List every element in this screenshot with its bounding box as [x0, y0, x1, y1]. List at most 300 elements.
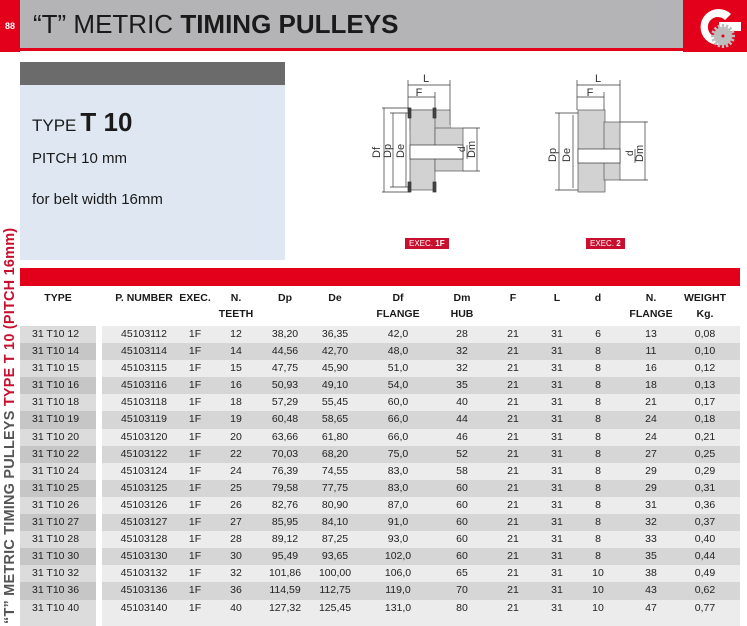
table-cell: 31 T10 20 [32, 430, 80, 443]
pulley-1f-diagram-icon [355, 70, 485, 200]
svg-text:De: De [561, 147, 573, 162]
pitch-text: PITCH 10 mm [32, 150, 128, 167]
table-cell: 54,0 [387, 379, 409, 392]
column-header-line1: d [594, 292, 602, 304]
table-cell: 21 [507, 481, 519, 494]
table-cell: 1F [188, 328, 202, 340]
table-cell: 0,36 [694, 498, 716, 511]
table-cell: 31 T10 26 [32, 498, 80, 511]
table-cell: 31 [551, 533, 563, 546]
table-cell: 60 [456, 498, 468, 511]
side-label-red: TYPE T 10 (PITCH 16mm) [2, 227, 18, 407]
table-cell: 32 [230, 567, 242, 580]
column-header [278, 290, 292, 306]
column-header [554, 290, 560, 306]
table-cell: 31 [551, 345, 563, 358]
table-cell: 77,75 [321, 481, 349, 494]
table-cell: 8 [595, 362, 601, 375]
column-header [115, 290, 173, 306]
column-header-line1: Df [392, 292, 404, 304]
table-cell: 119,0 [385, 584, 411, 597]
table-cell: 26 [230, 498, 242, 511]
table-row [20, 531, 740, 548]
table-row [20, 429, 740, 446]
table-cell: 87,25 [321, 533, 349, 546]
table-cell: 0,17 [694, 396, 716, 409]
table-cell: 21 [507, 447, 519, 460]
table-cell: 0,49 [694, 567, 716, 580]
table-cell: 60 [456, 533, 468, 546]
svg-text:Dp: Dp [547, 147, 559, 162]
table-cell: 31 [551, 550, 563, 563]
table-cell: 45103128 [120, 533, 168, 546]
table-cell: 6 [595, 328, 601, 340]
table-cell: 21 [507, 533, 519, 546]
table-cell: 47,75 [271, 362, 299, 375]
table-cell: 50,93 [271, 379, 299, 392]
title-light: “T” METRIC [33, 9, 181, 39]
table-cell: 75,0 [387, 447, 409, 460]
table-row [20, 343, 740, 360]
table-cell: 52 [456, 447, 468, 460]
table-cell: 91,0 [387, 516, 409, 529]
table-footer-strip [20, 617, 740, 626]
table-cell: 1F [188, 516, 202, 529]
svg-text:Dp: Dp [382, 143, 394, 158]
gear-c-logo-icon [683, 0, 747, 52]
table-cell: 31 T10 22 [32, 447, 80, 460]
table-cell: 40 [456, 396, 468, 409]
table-cell: 60 [456, 550, 468, 563]
column-header [219, 290, 253, 322]
table-cell: 31 [551, 498, 563, 511]
table-cell: 0,13 [694, 379, 716, 392]
table-cell: 10 [592, 601, 604, 614]
table-cell: 31 T10 18 [32, 396, 80, 409]
table-cell: 84,10 [321, 516, 349, 529]
table-cell: 70 [456, 584, 468, 597]
table-cell: 45,90 [321, 362, 349, 375]
table-cell: 45103119 [121, 413, 167, 426]
title-bold: TIMING PULLEYS [180, 9, 399, 39]
table-cell: 31 [551, 328, 563, 340]
table-cell: 57,29 [271, 396, 299, 409]
table-cell: 83,0 [387, 464, 409, 477]
table-cell: 0,18 [694, 413, 716, 426]
table-cell: 36 [230, 584, 242, 597]
table-cell: 28 [230, 533, 242, 546]
table-cell: 80 [456, 601, 468, 614]
table-cell: 42,0 [387, 328, 409, 340]
table-row [20, 463, 740, 480]
table-row [20, 326, 740, 343]
table-cell: 33 [645, 533, 657, 546]
table-cell: 31 T10 19 [32, 413, 80, 426]
table-cell: 11 [645, 345, 657, 358]
table-cell: 8 [595, 345, 601, 358]
table-cell: 93,0 [387, 533, 409, 546]
table-cell: 0,08 [694, 328, 716, 340]
page-header [0, 0, 747, 52]
table-cell: 1F [188, 362, 202, 375]
table-cell: 35 [456, 379, 468, 392]
table-cell: 21 [507, 345, 519, 358]
column-header [44, 290, 71, 306]
table-cell: 45103112 [121, 328, 167, 340]
column-header-line1: EXEC. [179, 292, 211, 304]
column-header-line1: WEIGHT [684, 292, 726, 304]
table-cell: 45103130 [120, 550, 168, 563]
exec-1f-badge [405, 238, 449, 249]
table-cell: 29 [645, 481, 657, 494]
svg-text:F: F [415, 87, 423, 99]
table-cell: 44 [456, 413, 468, 426]
table-cell: 27 [230, 516, 242, 529]
table-cell: 16 [230, 379, 242, 392]
table-cell: 31 T10 15 [32, 362, 80, 375]
table-cell: 1F [188, 379, 202, 392]
table-cell: 83,0 [387, 481, 409, 494]
table-cell: 31 T10 14 [32, 345, 80, 358]
svg-text:L: L [422, 73, 430, 85]
column-header-line1: De [328, 292, 342, 304]
table-cell: 45103120 [120, 430, 168, 443]
column-header-line1: TYPE [44, 292, 72, 304]
table-cell: 31 [551, 362, 563, 375]
column-header-line1: P. NUMBER [115, 292, 173, 304]
column-header [451, 290, 474, 322]
column-header-line2: TEETH [218, 308, 254, 320]
table-cell: 18 [645, 379, 657, 392]
pulley-2-diagram-icon [530, 70, 670, 200]
table-cell: 38,20 [271, 328, 299, 340]
panel-top-bar [20, 62, 285, 85]
table-cell: 21 [507, 464, 519, 477]
table-cell: 60 [456, 481, 468, 494]
table-cell: 65 [456, 567, 468, 580]
table-cell: 0,77 [694, 601, 716, 614]
table-cell: 1F [188, 447, 202, 460]
table-cell: 1F [188, 601, 202, 614]
table-cell: 13 [645, 328, 657, 340]
table-cell: 31 [551, 396, 563, 409]
column-header-line1: F [509, 292, 517, 304]
table-cell: 0,12 [694, 362, 716, 375]
table-cell: 19 [230, 413, 242, 426]
table-cell: 1F [188, 396, 202, 409]
table-cell: 87,0 [387, 498, 409, 511]
table-cell: 45103136 [120, 584, 168, 597]
table-cell: 95,49 [271, 550, 299, 563]
table-cell: 45103125 [120, 481, 168, 494]
table-cell: 1F [188, 567, 202, 580]
table-cell: 8 [595, 447, 601, 460]
table-cell: 31 [645, 498, 657, 511]
table-row [20, 582, 740, 599]
table-cell: 38 [645, 567, 657, 580]
table-cell: 21 [507, 328, 519, 340]
table-cell: 21 [507, 567, 519, 580]
table-row [20, 565, 740, 582]
column-header [376, 290, 419, 322]
table-cell: 45103127 [120, 516, 168, 529]
table-cell: 0,40 [694, 533, 716, 546]
table-cell: 58 [456, 464, 468, 477]
svg-text:Dm: Dm [634, 144, 646, 162]
table-cell: 89,12 [271, 533, 299, 546]
table-cell: 102,0 [384, 550, 412, 563]
table-cell: 8 [595, 379, 601, 392]
table-cell: 21 [507, 396, 519, 409]
table-cell: 8 [595, 413, 601, 426]
table-cell: 21 [507, 498, 519, 511]
table-cell: 31 [551, 601, 563, 614]
table-cell: 45103118 [121, 396, 167, 409]
table-row [20, 446, 740, 463]
table-cell: 31 T10 36 [32, 584, 80, 597]
table-cell: 44,56 [271, 345, 299, 358]
table-cell: 1F [188, 464, 202, 477]
table-row [20, 497, 740, 514]
column-header [328, 290, 341, 306]
table-cell: 31 [551, 379, 563, 392]
table-cell: 106,0 [384, 567, 412, 580]
table-cell: 127,32 [268, 601, 302, 614]
table-cell: 31 T10 24 [32, 464, 80, 477]
table-cell: 31 T10 25 [32, 481, 80, 494]
svg-text:Df: Df [371, 147, 383, 158]
table-cell: 46 [456, 430, 468, 443]
svg-text:Dm: Dm [466, 140, 478, 158]
table-row [20, 360, 740, 377]
table-cell: 24 [645, 413, 657, 426]
table-cell: 70,03 [271, 447, 299, 460]
table-cell: 45103140 [120, 601, 168, 614]
table-cell: 32 [456, 362, 468, 375]
table-cell: 25 [230, 481, 242, 494]
table-cell: 1F [188, 498, 202, 511]
table-cell: 0,10 [694, 345, 716, 358]
table-cell: 61,80 [321, 430, 349, 443]
side-label-text [0, 228, 20, 624]
table-cell: 55,45 [321, 396, 349, 409]
column-header [179, 290, 211, 306]
belt-width-text: for belt width 16mm [32, 191, 163, 208]
table-cell: 27 [645, 447, 657, 460]
table-cell: 1F [188, 430, 202, 443]
table-cell: 10 [592, 584, 604, 597]
table-cell: 31 [551, 481, 563, 494]
table-cell: 8 [595, 550, 601, 563]
table-cell: 21 [507, 430, 519, 443]
table-cell: 31 T10 12 [32, 328, 80, 340]
table-cell: 114,59 [269, 584, 301, 597]
table-cell: 20 [230, 430, 242, 443]
table-cell: 42,70 [321, 345, 349, 358]
table-header [20, 290, 740, 324]
table-cell: 85,95 [271, 516, 299, 529]
table-cell: 40 [230, 601, 242, 614]
table-cell: 21 [507, 584, 519, 597]
table-row [20, 480, 740, 497]
side-label [0, 58, 20, 626]
column-header-line1: L [553, 292, 561, 304]
table-cell: 1F [188, 413, 202, 426]
table-cell: 15 [230, 362, 242, 375]
table-row [20, 514, 740, 531]
side-label-gray: “T” METRIC TIMING PULLEYS [2, 406, 18, 624]
table-cell: 31 [551, 584, 563, 597]
header-underline [20, 48, 683, 51]
table-row [20, 377, 740, 394]
table-cell: 8 [595, 396, 601, 409]
table-cell: 28 [456, 328, 468, 340]
table-cell: 82,76 [271, 498, 299, 511]
table-cell: 31 [551, 413, 563, 426]
column-header-line2: FLANGE [376, 308, 420, 320]
table-cell: 8 [595, 533, 601, 546]
table-cell: 35 [645, 550, 657, 563]
table-cell: 43 [645, 584, 657, 597]
table-cell: 21 [507, 362, 519, 375]
table-cell: 45103126 [120, 498, 168, 511]
table-cell: 101,86 [268, 567, 302, 580]
table-row [20, 600, 740, 617]
pulley-drawing-exec-2 [530, 70, 670, 250]
table-cell: 29 [645, 464, 657, 477]
table-cell: 58,65 [321, 413, 349, 426]
type-heading [32, 107, 132, 138]
table-cell: 21 [507, 601, 519, 614]
page-number: 88 [0, 0, 20, 52]
exec-label: EXEC. [590, 239, 615, 248]
table-cell: 45103115 [121, 362, 167, 375]
type-code: T 10 [80, 107, 133, 137]
table-cell: 0,25 [694, 447, 716, 460]
pulley-drawing-exec-1f [355, 70, 485, 250]
table-cell: 125,45 [318, 601, 352, 614]
table-cell: 18 [230, 396, 242, 409]
table-cell: 31 T10 40 [32, 601, 80, 614]
table-cell: 49,10 [321, 379, 349, 392]
column-header-line1: Dm [453, 292, 471, 304]
table-cell: 0,21 [694, 430, 716, 443]
table-cell: 22 [230, 447, 242, 460]
table-cell: 80,90 [321, 498, 349, 511]
table-cell: 60,0 [387, 396, 409, 409]
table-cell: 8 [595, 516, 601, 529]
table-body [20, 326, 740, 617]
svg-text:L: L [594, 73, 602, 85]
column-header-line2: FLANGE [629, 308, 673, 320]
column-header [684, 290, 726, 322]
table-cell: 66,0 [387, 430, 409, 443]
table-cell: 76,39 [271, 464, 299, 477]
table-cell: 8 [595, 498, 601, 511]
table-cell: 131,0 [384, 601, 412, 614]
column-header-line2: HUB [450, 308, 474, 320]
table-cell: 36,35 [321, 328, 349, 340]
table-cell: 45103132 [120, 567, 168, 580]
table-cell: 21 [645, 396, 657, 409]
table-cell: 21 [507, 516, 519, 529]
column-header [510, 290, 516, 306]
table-cell: 51,0 [387, 362, 409, 375]
table-cell: 66,0 [387, 413, 409, 426]
table-cell: 32 [645, 516, 657, 529]
column-header-line1: N. [645, 292, 657, 304]
table-cell: 79,58 [271, 481, 299, 494]
table-cell: 74,55 [321, 464, 349, 477]
table-cell: 8 [595, 481, 601, 494]
table-cell: 93,65 [321, 550, 349, 563]
table-red-band [20, 268, 740, 286]
table-cell: 30 [230, 550, 242, 563]
column-header [595, 290, 601, 306]
table-cell: 45103114 [121, 345, 167, 358]
table-cell: 21 [507, 550, 519, 563]
exec-code: 2 [616, 239, 621, 248]
table-cell: 60 [456, 516, 468, 529]
table-cell: 0,31 [694, 481, 716, 494]
table-cell: 1F [188, 584, 202, 597]
svg-text:F: F [586, 87, 594, 99]
svg-text:d: d [457, 146, 468, 152]
exec-code: 1F [435, 239, 445, 248]
table-cell: 47 [645, 601, 657, 614]
table-row [20, 411, 740, 428]
table-cell: 12 [230, 328, 242, 340]
table-cell: 31 T10 30 [32, 550, 80, 563]
exec-label: EXEC. [409, 239, 434, 248]
table-cell: 1F [188, 345, 202, 358]
table-cell: 31 [551, 447, 563, 460]
table-cell: 10 [592, 567, 604, 580]
table-cell: 14 [230, 345, 242, 358]
exec-2-badge [586, 238, 625, 249]
table-cell: 32 [456, 345, 468, 358]
table-cell: 1F [188, 533, 202, 546]
table-cell: 63,66 [271, 430, 299, 443]
table-cell: 45103124 [120, 464, 168, 477]
page-title [33, 6, 398, 42]
table-cell: 1F [188, 550, 202, 563]
table-cell: 45103116 [121, 379, 167, 392]
table-cell: 21 [507, 413, 519, 426]
column-header-line1: N. [230, 292, 242, 304]
table-cell: 0,62 [694, 584, 716, 597]
column-header [629, 290, 672, 322]
table-cell: 31 [551, 567, 563, 580]
table-cell: 0,44 [694, 550, 716, 563]
table-cell: 31 [551, 516, 563, 529]
table-cell: 24 [645, 430, 657, 443]
column-header-line1: Dp [278, 292, 292, 304]
table-cell: 31 T10 28 [32, 533, 80, 546]
table-cell: 68,20 [321, 447, 349, 460]
table-cell: 0,29 [694, 464, 716, 477]
table-cell: 31 T10 32 [32, 567, 80, 580]
table-cell: 31 T10 16 [32, 379, 80, 392]
table-cell: 112,75 [319, 584, 351, 597]
table-cell: 31 [551, 430, 563, 443]
type-panel [20, 85, 285, 260]
table-row [20, 394, 740, 411]
table-cell: 16 [645, 362, 657, 375]
table-row [20, 548, 740, 565]
table-cell: 60,48 [271, 413, 299, 426]
table-cell: 45103122 [120, 447, 168, 460]
